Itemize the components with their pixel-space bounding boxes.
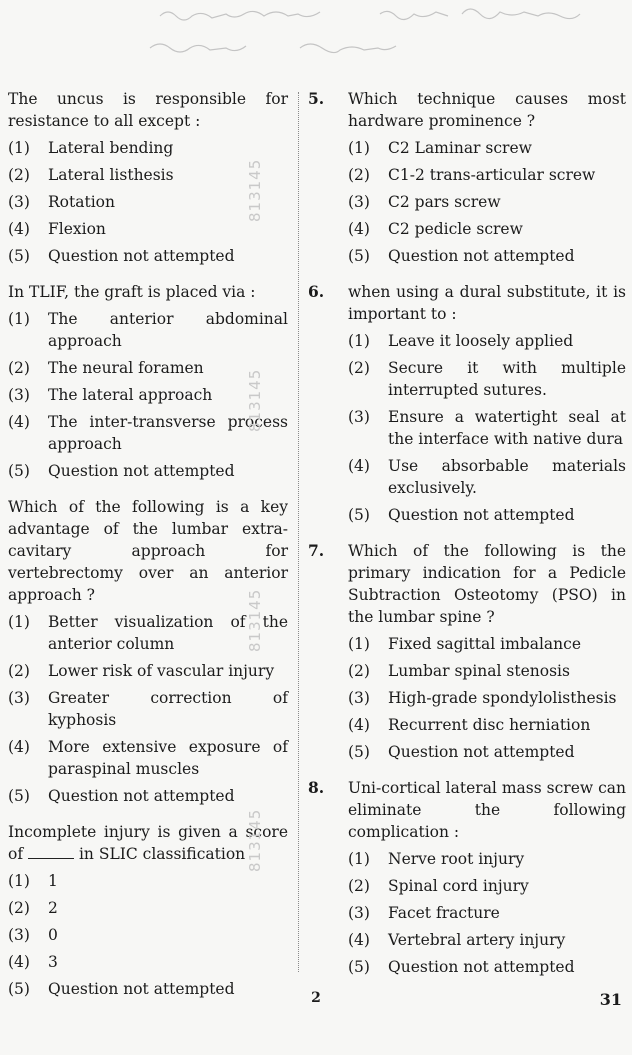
column-divider [298,92,299,972]
option-5: (5) Question not attempted [348,247,575,265]
option-3: (3) Rotation [8,193,115,211]
option-4: (4) C2 pedicle screw [348,220,523,238]
question-text: In TLIF, the graft is placed via : [8,283,256,301]
question-number: 8. [308,778,325,797]
option-5: (5) Question not attempted [348,506,575,524]
option-1: (1) Fixed sagittal imbalance [348,635,581,653]
question-number: 7. [308,541,325,560]
option-2: (2) Secure it with multiple interrupted sutures. [348,359,626,399]
watermark-serial: 813145 [246,808,264,872]
option-3: (3) Ensure a watertight seal at the interface with native dura [348,408,626,448]
right-column [308,88,626,992]
question-5 [308,88,626,267]
question-text: Which of the following is a key advantage of the lumbar extra-cavitary approach for vertebrectomy over an anterior approach ? [8,498,288,604]
option-1: (1) Better visualization of the anterior column [8,613,288,653]
watermark-serial: 813145 [246,158,264,222]
question-text: Uni-cortical lateral mass screw can eliminate the following complication : [348,779,626,841]
option-4: (4) The inter-transverse process approach [8,413,288,453]
option-2: (2) 2 [8,899,58,917]
option-3: (3) High-grade spondylolisthesis [348,689,617,707]
question-7 [308,540,626,763]
option-5: (5) Question not attempted [8,462,235,480]
option-3: (3) C2 pars screw [348,193,501,211]
handwritten-scribble [0,0,632,70]
option-5: (5) Question not attempted [8,980,235,998]
option-2: (2) The neural foramen [8,359,204,377]
page-number-center: 2 [311,990,321,1006]
option-2: (2) Lateral listhesis [8,166,174,184]
option-2: (2) Spinal cord injury [348,877,529,895]
option-5: (5) Question not attempted [8,247,235,265]
question-8 [308,777,626,978]
option-3: (3) Facet fracture [348,904,500,922]
question-text: Which of the following is the primary indication for a Pedicle Subtraction Osteotomy (PSO) in the lumbar spine ? [348,542,626,626]
watermark-serial: 813145 [246,588,264,652]
question-text: The uncus is responsible for resistance to all except : [8,90,288,130]
option-1: (1) Leave it loosely applied [348,332,574,350]
left-column [8,88,288,1014]
answer-blank [28,844,74,859]
option-1: (1) C2 Laminar screw [348,139,532,157]
option-2: (2) Lower risk of vascular injury [8,662,275,680]
watermark-serial: 813145 [246,368,264,432]
option-4: (4) Use absorbable materials exclusively. [348,457,626,497]
option-2: (2) Lumbar spinal stenosis [348,662,570,680]
option-3: (3) 0 [8,926,58,944]
page-number-right: 31 [599,990,622,1009]
option-3: (3) Greater correction of kyphosis [8,689,288,729]
option-4: (4) 3 [8,953,58,971]
question-number: 6. [308,282,325,301]
option-5: (5) Question not attempted [8,787,235,805]
option-5: (5) Question not attempted [348,743,575,761]
option-4: (4) More extensive exposure of paraspinal muscles [8,738,288,778]
option-1: (1) Lateral bending [8,139,174,157]
option-4: (4) Recurrent disc herniation [348,716,591,734]
option-1: (1) 1 [8,872,58,890]
question-number: 5. [308,89,325,108]
option-4: (4) Vertebral artery injury [348,931,566,949]
option-3: (3) The lateral approach [8,386,213,404]
option-1: (1) Nerve root injury [348,850,525,868]
question-text: Incomplete injury is given a score of in SLIC classification [8,823,288,863]
question-text: when using a dural substitute, it is important to : [348,283,626,323]
question-6 [308,281,626,526]
option-5: (5) Question not attempted [348,958,575,976]
option-2: (2) C1-2 trans-articular screw [348,166,596,184]
option-4: (4) Flexion [8,220,106,238]
option-1: (1) The anterior abdominal approach [8,310,288,350]
question-text: Which technique causes most hardware prominence ? [348,90,626,130]
